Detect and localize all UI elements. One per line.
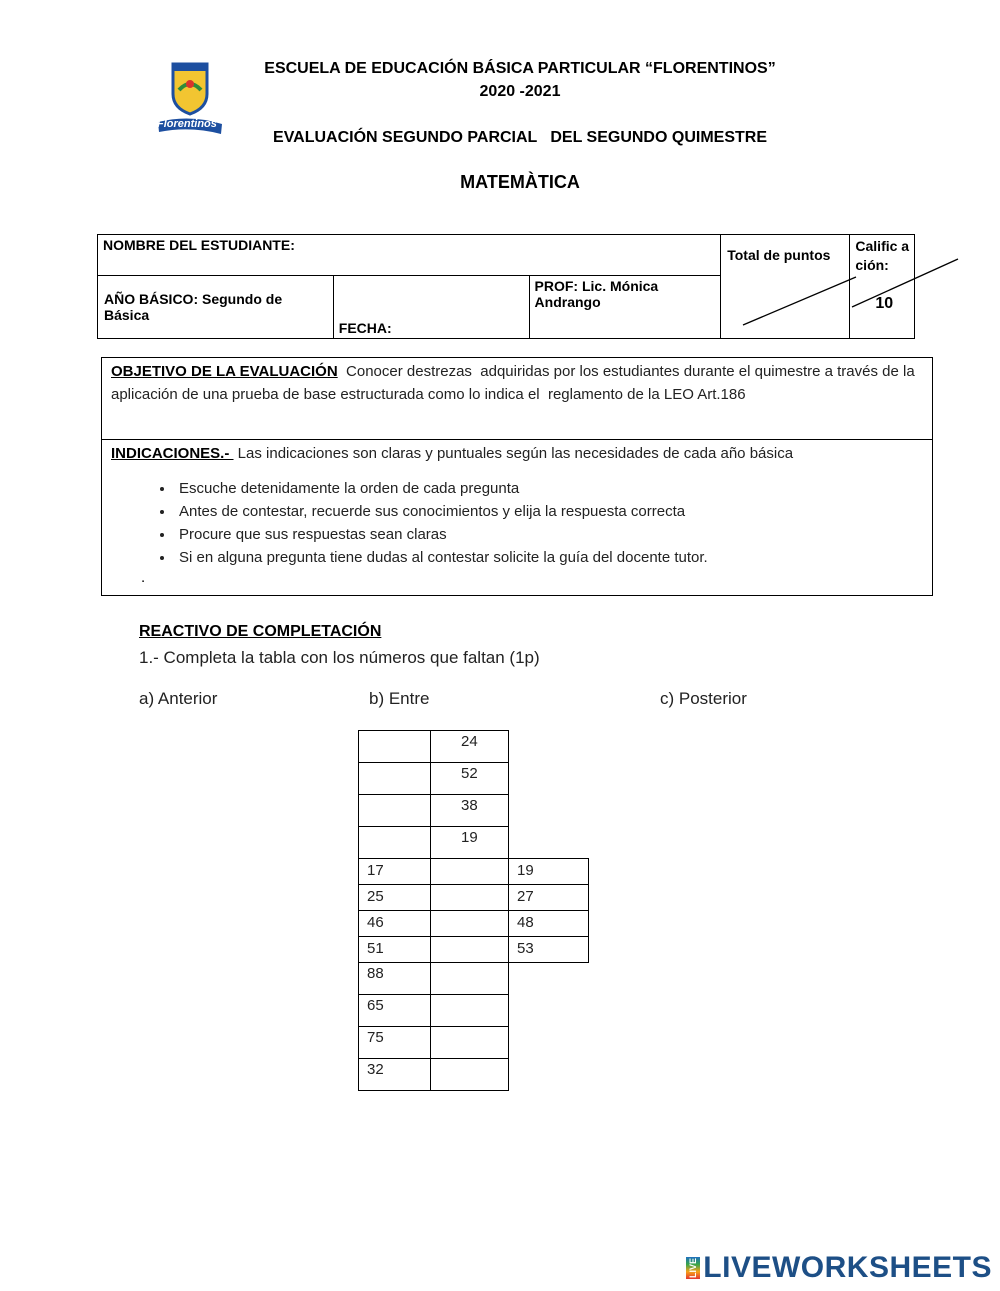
- answer-input[interactable]: [430, 1026, 509, 1059]
- subject-title: MATEMÀTICA: [460, 172, 580, 192]
- given-number: 25: [358, 884, 431, 911]
- given-number: 75: [358, 1026, 431, 1059]
- given-number: 88: [358, 962, 431, 995]
- answer-input[interactable]: [358, 762, 431, 795]
- objective-box: [101, 357, 933, 440]
- brand-text: LIVEWORKSHEETS: [703, 1251, 992, 1284]
- given-number: 65: [358, 994, 431, 1027]
- answer-input[interactable]: [358, 730, 431, 763]
- objective-paragraph: [111, 360, 923, 406]
- answer-input[interactable]: [430, 962, 509, 995]
- indications-title: INDICACIONES.-: [111, 445, 234, 462]
- student-info-table: [97, 234, 915, 339]
- answer-input[interactable]: [430, 910, 509, 937]
- school-year-label: AÑO BÁSICO: Segundo de Básica: [98, 276, 334, 339]
- indications-paragraph: [111, 442, 923, 465]
- question-text: 1.- Completa la tabla con los números que faltan (1p): [139, 648, 540, 667]
- answer-input[interactable]: [358, 794, 431, 827]
- grade-cross-line: [850, 235, 922, 339]
- given-number: 32: [358, 1058, 431, 1091]
- indication-item: • Escuche detenidamente la orden de cada pregunta: [175, 477, 923, 500]
- indication-item: • Procure que sus respuestas sean claras: [175, 523, 923, 546]
- logo-text: Florentinos: [157, 118, 217, 130]
- column-label-entre: b) Entre: [369, 689, 430, 708]
- live-mark-text: LIVE: [688, 1257, 699, 1278]
- given-number: 48: [508, 910, 589, 937]
- live-mark-icon: [686, 1257, 700, 1279]
- given-number: 38: [430, 794, 509, 827]
- column-label-anterior: a) Anterior: [139, 689, 218, 708]
- teacher-label: PROF: Lic. Mónica Andrango: [529, 276, 721, 339]
- given-number: 46: [358, 910, 431, 937]
- evaluation-title: EVALUACIÓN SEGUNDO PARCIAL DEL SEGUNDO QUIMESTRE: [273, 129, 767, 146]
- column-label-posterior: c) Posterior: [660, 689, 747, 708]
- indications-text: Las indicaciones son claras y puntuales según las necesidades de cada año básica: [233, 445, 794, 462]
- indication-item: • Si en alguna pregunta tiene dudas al contestar solicite la guía del docente tutor.: [175, 546, 923, 569]
- given-number: 19: [430, 826, 509, 859]
- date-label: FECHA:: [333, 276, 529, 339]
- given-number: 24: [430, 730, 509, 763]
- total-points-label: Total de puntos: [727, 247, 831, 263]
- total-points-cell: [721, 235, 850, 339]
- given-number: 17: [358, 858, 431, 885]
- school-year: 2020 -2021: [479, 83, 561, 100]
- answer-input[interactable]: [430, 1058, 509, 1091]
- grade-cell: [850, 235, 915, 339]
- school-name: ESCUELA DE EDUCACIÓN BÁSICA PARTICULAR “FLORENTINOS”: [264, 60, 776, 77]
- answer-input[interactable]: [430, 858, 509, 885]
- objective-title: OBJETIVO DE LA EVALUACIÓN: [111, 363, 338, 380]
- liveworksheets-logo[interactable]: [686, 1251, 992, 1285]
- answer-input[interactable]: [430, 994, 509, 1027]
- indication-item: • Antes de contestar, recuerde sus conocimientos y elija la respuesta correcta: [175, 500, 923, 523]
- given-number: 19: [508, 858, 589, 885]
- grade-value: 10: [875, 295, 894, 312]
- indications-box: [101, 439, 933, 596]
- total-cross-line: [721, 235, 857, 339]
- section-title: REACTIVO DE COMPLETACIÓN: [139, 623, 382, 640]
- student-name-label: NOMBRE DEL ESTUDIANTE:: [98, 235, 721, 276]
- given-number: 27: [508, 884, 589, 911]
- given-number: 51: [358, 936, 431, 963]
- indications-trailing: .: [141, 569, 146, 586]
- objective-text: Conocer destrezas adquiridas por los estudiantes durante el quimestre a través de la aplicación de una prueba de base estructurada como lo indica el reglamento de la LEO Art.186: [111, 363, 919, 403]
- answer-input[interactable]: [430, 884, 509, 911]
- answer-input[interactable]: [430, 936, 509, 963]
- given-number: 52: [430, 762, 509, 795]
- grade-label: Calific ación:: [855, 238, 910, 273]
- indications-list: [111, 477, 923, 569]
- answer-input[interactable]: [358, 826, 431, 859]
- given-number: 53: [508, 936, 589, 963]
